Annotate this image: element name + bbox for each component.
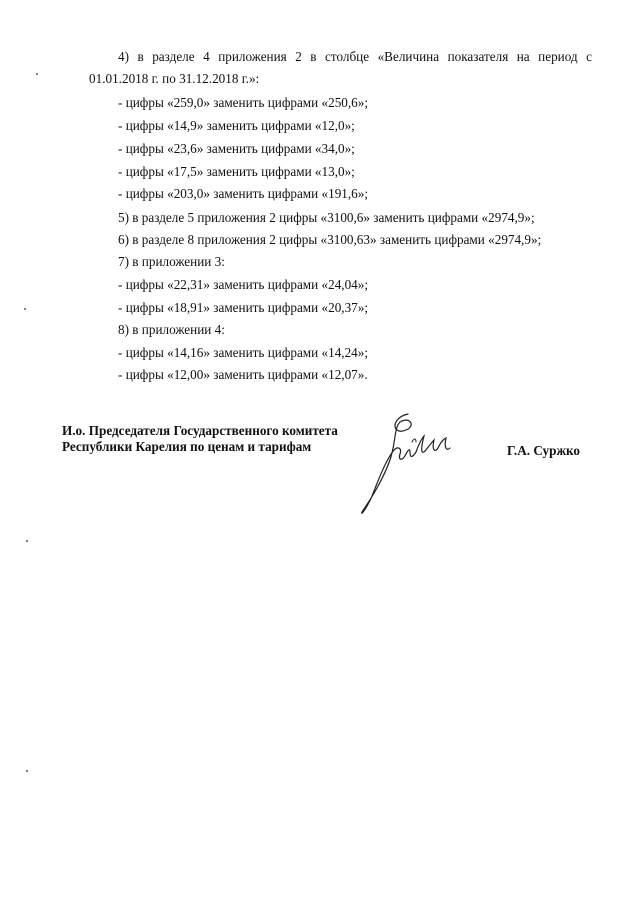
item-6: 6) в разделе 8 приложения 2 цифры «3100,63» заменить цифрами «2974,9»; [118,232,542,247]
item-4-sub-4: - цифры «17,5» заменить цифрами «13,0»; [118,164,355,179]
item-7-sub-1: - цифры «22,31» заменить цифрами «24,04»; [118,277,369,292]
item-8-sub-1: - цифры «14,16» заменить цифрами «14,24»; [118,345,369,360]
signatory-name: Г.А. Суржко [507,443,581,458]
item-4-sub-1: - цифры «259,0» заменить цифрами «250,6»; [118,95,369,110]
item-4-sub-2: - цифры «14,9» заменить цифрами «12,0»; [118,118,355,133]
scan-speck [24,308,26,310]
scan-speck [26,540,28,542]
item-8: 8) в приложении 4: [118,322,225,337]
item-4-line-1: 4) в разделе 4 приложения 2 в столбце «Величина показателя на период с [118,49,592,64]
item-7: 7) в приложении 3: [118,254,225,269]
scan-speck [26,770,28,772]
handwritten-signature [350,408,470,518]
item-4-line-2: 01.01.2018 г. по 31.12.2018 г.»: [89,71,260,86]
signatory-title-line-1: И.о. Председателя Государственного комитета [62,423,338,438]
item-4-sub-5: - цифры «203,0» заменить цифрами «191,6»; [118,186,369,201]
scan-speck [36,73,38,75]
signatory-title-line-2: Республики Карелия по ценам и тарифам [62,439,312,454]
item-5: 5) в разделе 5 приложения 2 цифры «3100,6» заменить цифрами «2974,9»; [118,210,535,225]
item-4-sub-3: - цифры «23,6» заменить цифрами «34,0»; [118,141,355,156]
item-7-sub-2: - цифры «18,91» заменить цифрами «20,37»; [118,300,369,315]
item-8-sub-2: - цифры «12,00» заменить цифрами «12,07». [118,367,368,382]
